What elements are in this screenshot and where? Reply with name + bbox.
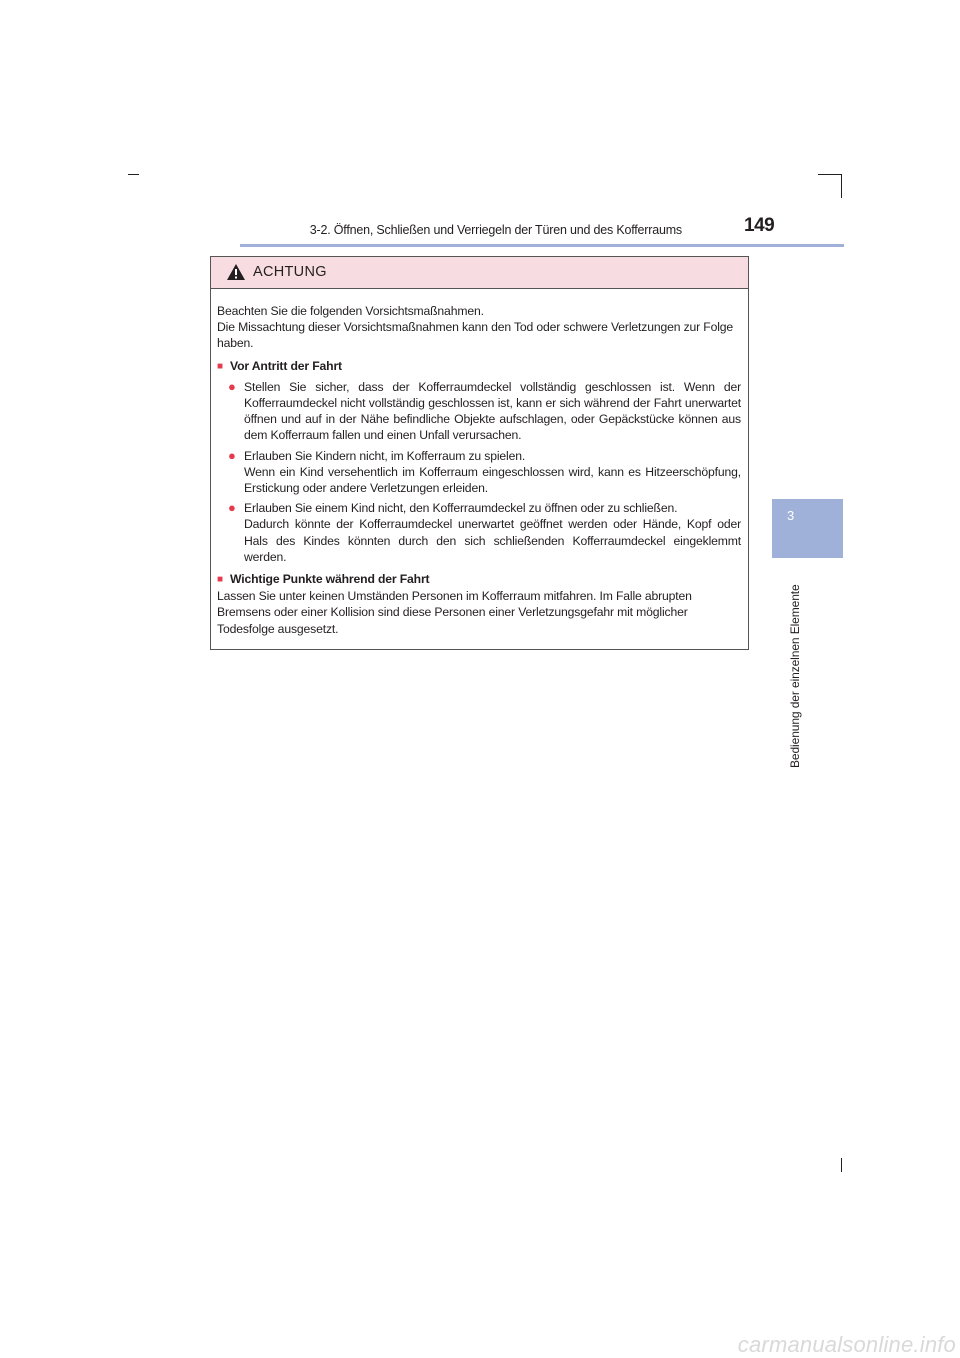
warning-box: [210, 256, 749, 650]
warning-triangle-icon: [226, 263, 246, 286]
chapter-title: 3-2. Öffnen, Schließen und Verriegeln der Türen und des Kofferraums: [309, 223, 682, 237]
warning-body: [211, 289, 748, 637]
section-heading: [217, 358, 741, 375]
square-bullet-icon: ■: [217, 574, 223, 586]
circle-bullet-icon: ●: [228, 447, 236, 463]
chapter-tab-number: 3: [787, 508, 795, 523]
page-number: 149: [744, 215, 775, 236]
warning-title: ACHTUNG: [253, 264, 327, 280]
section-text: Lassen Sie unter keinen Umständen Personen im Kofferraum mitfahren. Im Falle abrupten Bremsens oder einer Kollision sind diese Personen einer Verletzungsgefahr mit möglicher Todesfolge ausgesetzt.: [217, 589, 692, 636]
circle-bullet-icon: ●: [228, 378, 236, 394]
warning-intro-2: Die Missachtung dieser Vorsichtsmaßnahmen kann den Tod oder schwere Verletzungen zur Folge haben.: [217, 320, 734, 351]
list-item: [228, 500, 741, 565]
section-title: Wichtige Punkte während der Fahrt: [230, 572, 430, 587]
square-bullet-icon: ■: [217, 360, 223, 372]
list-item: [228, 448, 741, 497]
warning-intro-1: Beachten Sie die folgenden Vorsichtsmaßnahmen.: [217, 304, 484, 318]
header-rule: [240, 244, 844, 247]
bullet-text: Dadurch könnte der Kofferraumdeckel unerwartet geöffnet werden oder Hände, Kopf oder Hals des Kindes könnten durch den sich schließenden Kofferraumdeckel eingeklemmt werden.: [244, 517, 741, 564]
bullet-text: Erlauben Sie einem Kind nicht, den Kofferraumdeckel zu öffnen oder zu schließen.: [244, 501, 678, 516]
chapter-side-label: Bedienung der einzelnen Elemente: [788, 584, 802, 768]
crop-mark-top-left: [128, 174, 139, 175]
page-header: [0, 212, 960, 242]
warning-header: [211, 257, 748, 289]
bullet-text: Stellen Sie sicher, dass der Kofferraumdeckel vollständig geschlossen ist. Wenn der Kofferraumdeckel nicht vollständig geschlossen ist, kann er sich während der Fahrt unerwartet öffnen und auf in der Nähe befindliche Objekte aufschlagen, oder Gepäckstücke können aus dem Kofferraum fallen und einen Unfall verursachen.: [244, 379, 741, 443]
crop-mark-top-right-v: [841, 174, 842, 198]
circle-bullet-icon: ●: [228, 500, 236, 516]
bullet-text: Erlauben Sie Kindern nicht, im Kofferraum zu spielen.: [244, 448, 526, 463]
chapter-tab: [772, 499, 843, 558]
crop-mark-bottom-right: [841, 1158, 842, 1172]
crop-mark-top-right-h: [818, 174, 842, 175]
section-title: Vor Antritt der Fahrt: [230, 358, 342, 373]
list-item: [228, 379, 741, 444]
section-heading: [217, 571, 741, 588]
bullet-text: Wenn ein Kind versehentlich im Kofferraum eingeschlossen wird, kann es Hitzeerschöpfung, Erstickung oder andere Verletzungen erleiden.: [244, 464, 741, 496]
watermark: carmanualsonline.info: [737, 1332, 956, 1357]
